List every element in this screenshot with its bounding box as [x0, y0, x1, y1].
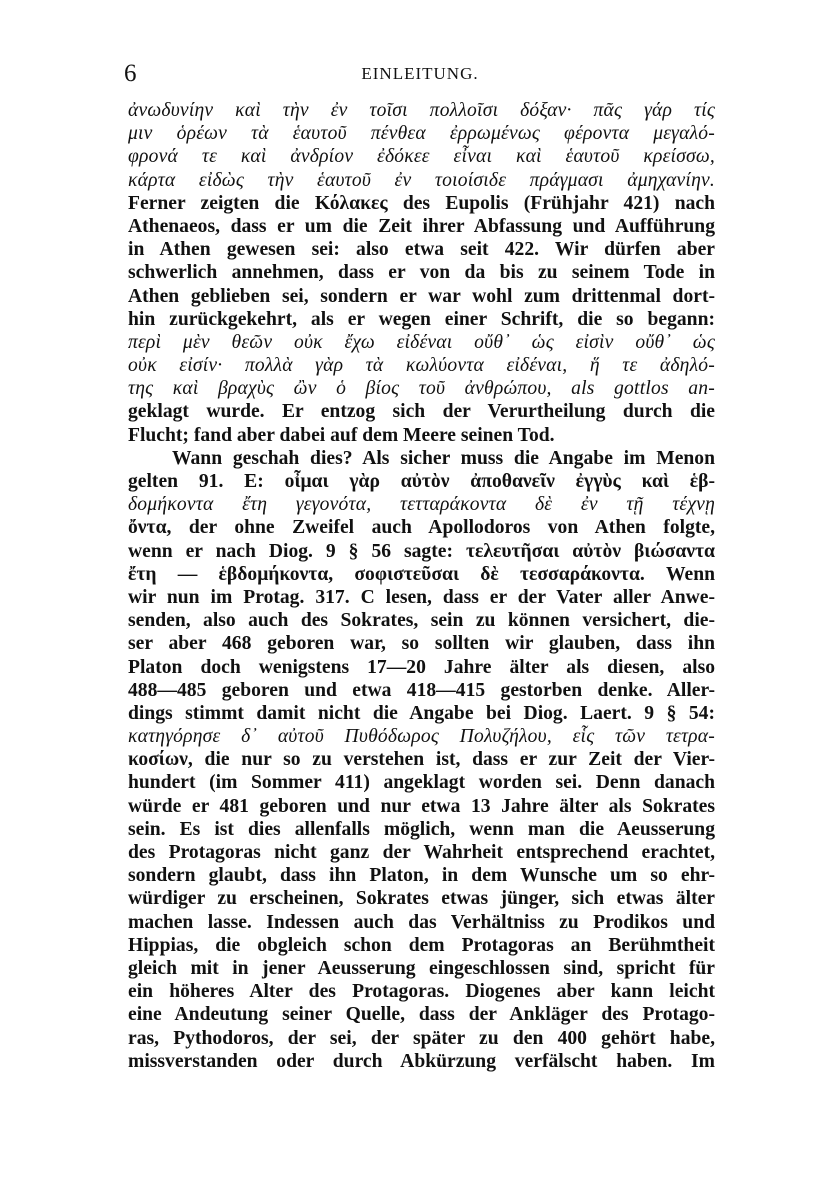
text-line: eine Andeutung seiner Quelle, dass der Ankläger des Protago-	[128, 1004, 715, 1026]
text-line: φρονά τε καὶ ἀνδρίον ἐδόκεε εἶναι καὶ ἑαυτοῦ κρείσσω,	[128, 146, 715, 168]
text-line: des Protagoras nicht ganz der Wahrheit entsprechend erachtet,	[128, 842, 715, 863]
text-line: schwerlich annehmen, dass er von da bis zu seinem Tode in	[128, 262, 715, 284]
text-line: gelten 91. E: οἶμαι γὰρ αὐτὸν ἀποθανεῖν ἐγγὺς καὶ ἑβ-	[128, 471, 715, 492]
body-text	[128, 99, 715, 1073]
text-line: Ferner zeigten die Κόλακες des Eupolis (Frühjahr 421) nach	[128, 192, 715, 214]
text-line: geklagt wurde. Er entzog sich der Verurtheilung durch die	[128, 401, 715, 423]
text-line: δομήκοντα ἔτη γεγονότα, τετταράκοντα δὲ ἐν τῇ τέχνῃ	[128, 494, 715, 516]
text-line: Athen geblieben sei, sondern er war wohl zum drittenmal dort-	[128, 285, 715, 307]
text-line: gleich mit in jener Aeusserung eingeschlossen sind, spricht für	[128, 957, 715, 979]
running-head	[120, 60, 720, 92]
text-line: Flucht; fand aber dabei auf dem Meere seinen Tod.	[128, 424, 555, 446]
text-line: Wann geschah dies? Als sicher muss die Angabe im Menon	[172, 447, 715, 469]
text-line: wenn er nach Diog. 9 § 56 sagte: τελευτῆσαι αὐτὸν βιώσαντα	[128, 540, 715, 562]
text-line: dings stimmt damit nicht die Angabe bei Diog. Laert. 9 § 54:	[128, 702, 715, 724]
text-line: ras, Pythodoros, der sei, der später zu den 400 gehört habe,	[128, 1027, 715, 1049]
text-line: sein. Es ist dies allenfalls möglich, wenn man die Aeusserung	[128, 818, 715, 840]
text-line: Platon doch wenigstens 17—20 Jahre älter als diesen, also	[128, 656, 715, 678]
text-line: hin zurückgekehrt, als er wegen einer Schrift, die so begann:	[128, 308, 715, 330]
text-line: wir nun im Protag. 317. C lesen, dass er der Vater aller Anwe-	[128, 586, 715, 608]
text-line: περὶ μὲν θεῶν οὐκ ἔχω εἰδέναι οὔθ᾽ ὡς εἰσὶν οὔθ᾽ ὡς	[128, 331, 715, 353]
running-head-title: EINLEITUNG.	[361, 64, 479, 83]
text-line: κατηγόρησε δ᾽ αὐτοῦ Πυθόδωρος Πολυζήλου, εἷς τῶν τετρα-	[128, 726, 715, 748]
text-line: machen lasse. Indessen auch das Verhältniss zu Prodikos und	[128, 911, 715, 933]
text-line: sondern glaubt, dass ihn Platon, in dem Wunsche um so ehr-	[128, 865, 715, 887]
text-line: Athenaeos, dass er um die Zeit ihrer Abfassung und Aufführung	[128, 215, 715, 237]
text-line: würde er 481 geboren und nur etwa 13 Jahre älter als Sokrates	[128, 795, 715, 817]
text-line: ἀνωδυνίην καὶ τὴν ἐν τοῖσι πολλοῖσι δόξαν· πᾶς γάρ τίς	[128, 100, 715, 121]
text-line: κοσίων, die nur so zu verstehen ist, dass er zur Zeit der Vier-	[128, 749, 715, 771]
text-line: οὐκ εἰσίν· πολλὰ γὰρ τὰ κωλύοντα εἰδέναι, ἥ τε ἀδηλό-	[128, 355, 715, 377]
text-line: Hippias, die obgleich schon dem Protagoras an Berühmtheit	[128, 934, 715, 956]
text-line: senden, also auch des Sokrates, sein zu können versichert, die-	[128, 610, 715, 632]
text-line: μιν ὁρέων τὰ ἑαυτοῦ πένθεα ἐρρωμένως φέροντα μεγαλό-	[128, 123, 715, 145]
text-line: ser aber 468 geboren war, so sollten wir glauben, dass ihn	[128, 633, 715, 655]
page-number: 6	[124, 60, 137, 87]
text-line: κάρτα εἰδὼς τὴν ἑαυτοῦ ἐν τοιοίσιδε πράγμασι ἀμηχανίην.	[128, 169, 715, 191]
text-line: 488—485 geboren und etwa 418—415 gestorben denke. Aller-	[128, 679, 715, 701]
text-line: ὄντα, der ohne Zweifel auch Apollodoros von Athen folgte,	[128, 517, 715, 539]
text-line: missverstanden oder durch Abkürzung verfälscht haben. Im	[128, 1050, 715, 1072]
text-line: της καὶ βραχὺς ὢν ὁ βίος τοῦ ἀνθρώπου, als gottlos an-	[128, 378, 715, 400]
text-line: ein höheres Alter des Protagoras. Diogenes aber kann leicht	[128, 981, 715, 1003]
text-line: ἔτη — ἑβδομήκοντα, σοφιστεῦσαι δὲ τεσσαράκοντα. Wenn	[128, 563, 715, 585]
text-line: würdiger zu erscheinen, Sokrates etwas jünger, sich etwas älter	[128, 888, 715, 910]
text-line: hundert (im Sommer 411) angeklagt worden sei. Denn danach	[128, 772, 715, 794]
text-line: in Athen gewesen sei: also etwa seit 422. Wir dürfen aber	[128, 239, 715, 261]
